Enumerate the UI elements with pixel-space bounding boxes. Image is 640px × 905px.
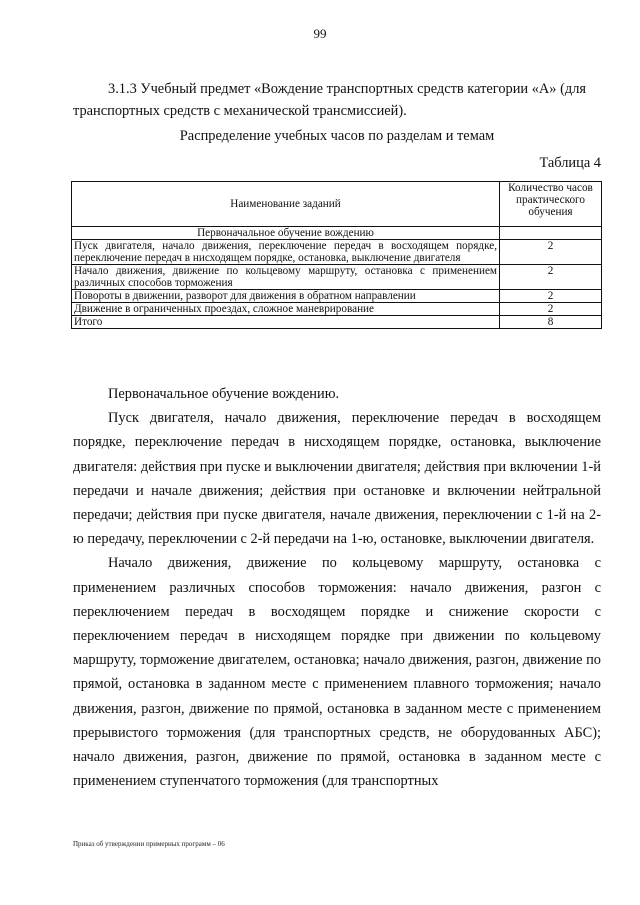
task-name: Движение в ограниченных проездах, сложное маневрирование [72, 303, 500, 316]
task-name: Пуск двигателя, начало движения, переключение передач в восходящем порядке, переключение передач в нисходящем порядке, остановка, выключение двигателя [72, 240, 500, 265]
paragraph: Начало движения, движение по кольцевому маршруту, остановка с применением различных способов торможения: начало движения, разгон с переключением передач в восходящем порядке и снижение скорости с переключением передач в нисходящем порядке при движении по кольцевому маршруту, торможение двигателем, остановка; начало движения, разгон, движение по прямой, остановка в заданном месте с применением плавного торможения; начало движения, разгон, движение по прямой, остановка в заданном месте с применением прерывистого торможения (для транспортных средств, не оборудованных АБС); начало движения, разгон, движение по прямой, остановка в заданном месте с применением ступенчатого торможения (для транспортных [73, 555, 601, 790]
section-heading: 3.1.3 Учебный предмет «Вождение транспортных средств категории «А» (для транспортных средств с механической трансмиссией). [73, 81, 587, 119]
table-row [72, 265, 602, 290]
table-total-row [72, 316, 602, 329]
task-hours: 2 [500, 303, 602, 316]
table-row [72, 290, 602, 303]
section-title: Первоначальное обучение вождению [72, 227, 500, 240]
task-hours: 2 [500, 265, 602, 290]
total-hours: 8 [500, 316, 602, 329]
header-hours: Количество часов практического обучения [500, 182, 602, 227]
table-header-row [72, 182, 602, 227]
total-label: Итого [72, 316, 500, 329]
page-number: 99 [313, 26, 327, 41]
table-row [72, 240, 602, 265]
table-label: Таблица 4 [539, 155, 601, 171]
paragraph: Пуск двигателя, начало движения, переключение передач в восходящем порядке, переключение передач в нисходящем порядке, остановка, выключение двигателя: действия при пуске и выключении двигателя; действия при включении 1-й передачи и начале движения; действия при остановке и включении нейтральной передачи; действия при пуске двигателя, начале движения, переключении с 1-й на 2-ю передачу, переключении с 2-й передачи на 1-ю, остановке, выключении двигателя. [73, 410, 601, 548]
footer-note: Приказ об утверждении примерных программ – 06 [73, 840, 225, 848]
hours-table [71, 181, 602, 329]
table-section-row [72, 227, 602, 240]
paragraph: Первоначальное обучение вождению. [108, 386, 340, 402]
table-row [72, 303, 602, 316]
task-name: Начало движения, движение по кольцевому маршруту, остановка с применением различных способов торможения [72, 265, 500, 290]
task-name: Повороты в движении, разворот для движения в обратном направлении [72, 290, 500, 303]
body-text [73, 382, 601, 793]
task-hours: 2 [500, 290, 602, 303]
task-hours: 2 [500, 240, 602, 265]
section-hours-empty [500, 227, 602, 240]
table-subtitle: Распределение учебных часов по разделам и темам [179, 128, 495, 144]
header-task-name: Наименование заданий [72, 182, 500, 227]
